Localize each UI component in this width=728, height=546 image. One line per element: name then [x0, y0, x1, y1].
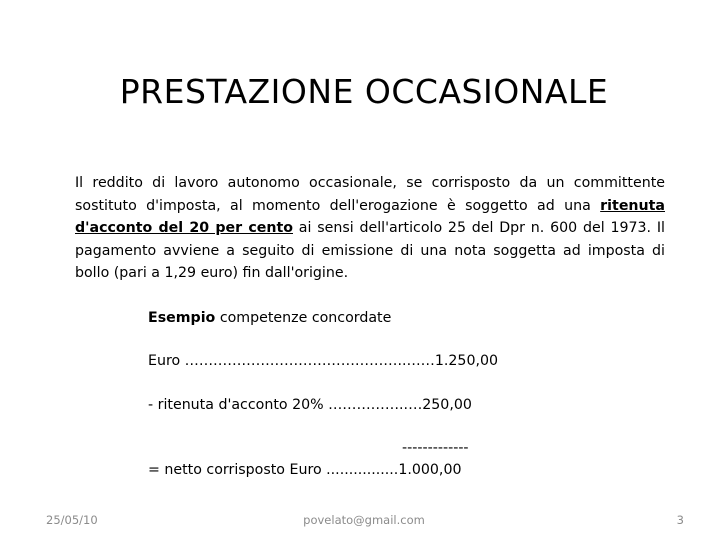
body-paragraph	[75, 172, 665, 285]
body-text-before: Il reddito di lavoro autonomo occasionale, se corrisposto da un committente sostituto d'imposta, al momento dell'erogazione è soggetto ad una	[75, 175, 665, 214]
footer-date: 25/05/10	[46, 513, 98, 527]
example-line-withholding: - ritenuta d'acconto 20% ……………..…250,00	[148, 397, 472, 413]
example-separator: -------------	[402, 440, 469, 456]
example-line-net: = netto corrisposto Euro ................1.000,00	[148, 462, 462, 478]
body-text-after: ai sensi dell'articolo 25 del Dpr n. 600 del 1973. Il pagamento avviene a seguito di emissione di una nota soggetta ad imposta di bollo (pari a 1,29 euro) fin dall'origine.	[75, 220, 665, 281]
example-heading-bold: Esempio	[148, 310, 216, 326]
example-line-gross: Euro ………………………………………..……1.250,00	[148, 353, 499, 369]
slide-title: PRESTAZIONE OCCASIONALE	[119, 72, 609, 111]
example-heading-rest: competenze concordate	[215, 310, 392, 326]
body-text-highlight: ritenuta d'acconto del 20 per cento	[75, 197, 665, 236]
example-heading	[148, 308, 391, 328]
footer-email: povelato@gmail.com	[303, 513, 425, 527]
footer-page-number: 3	[676, 513, 684, 527]
